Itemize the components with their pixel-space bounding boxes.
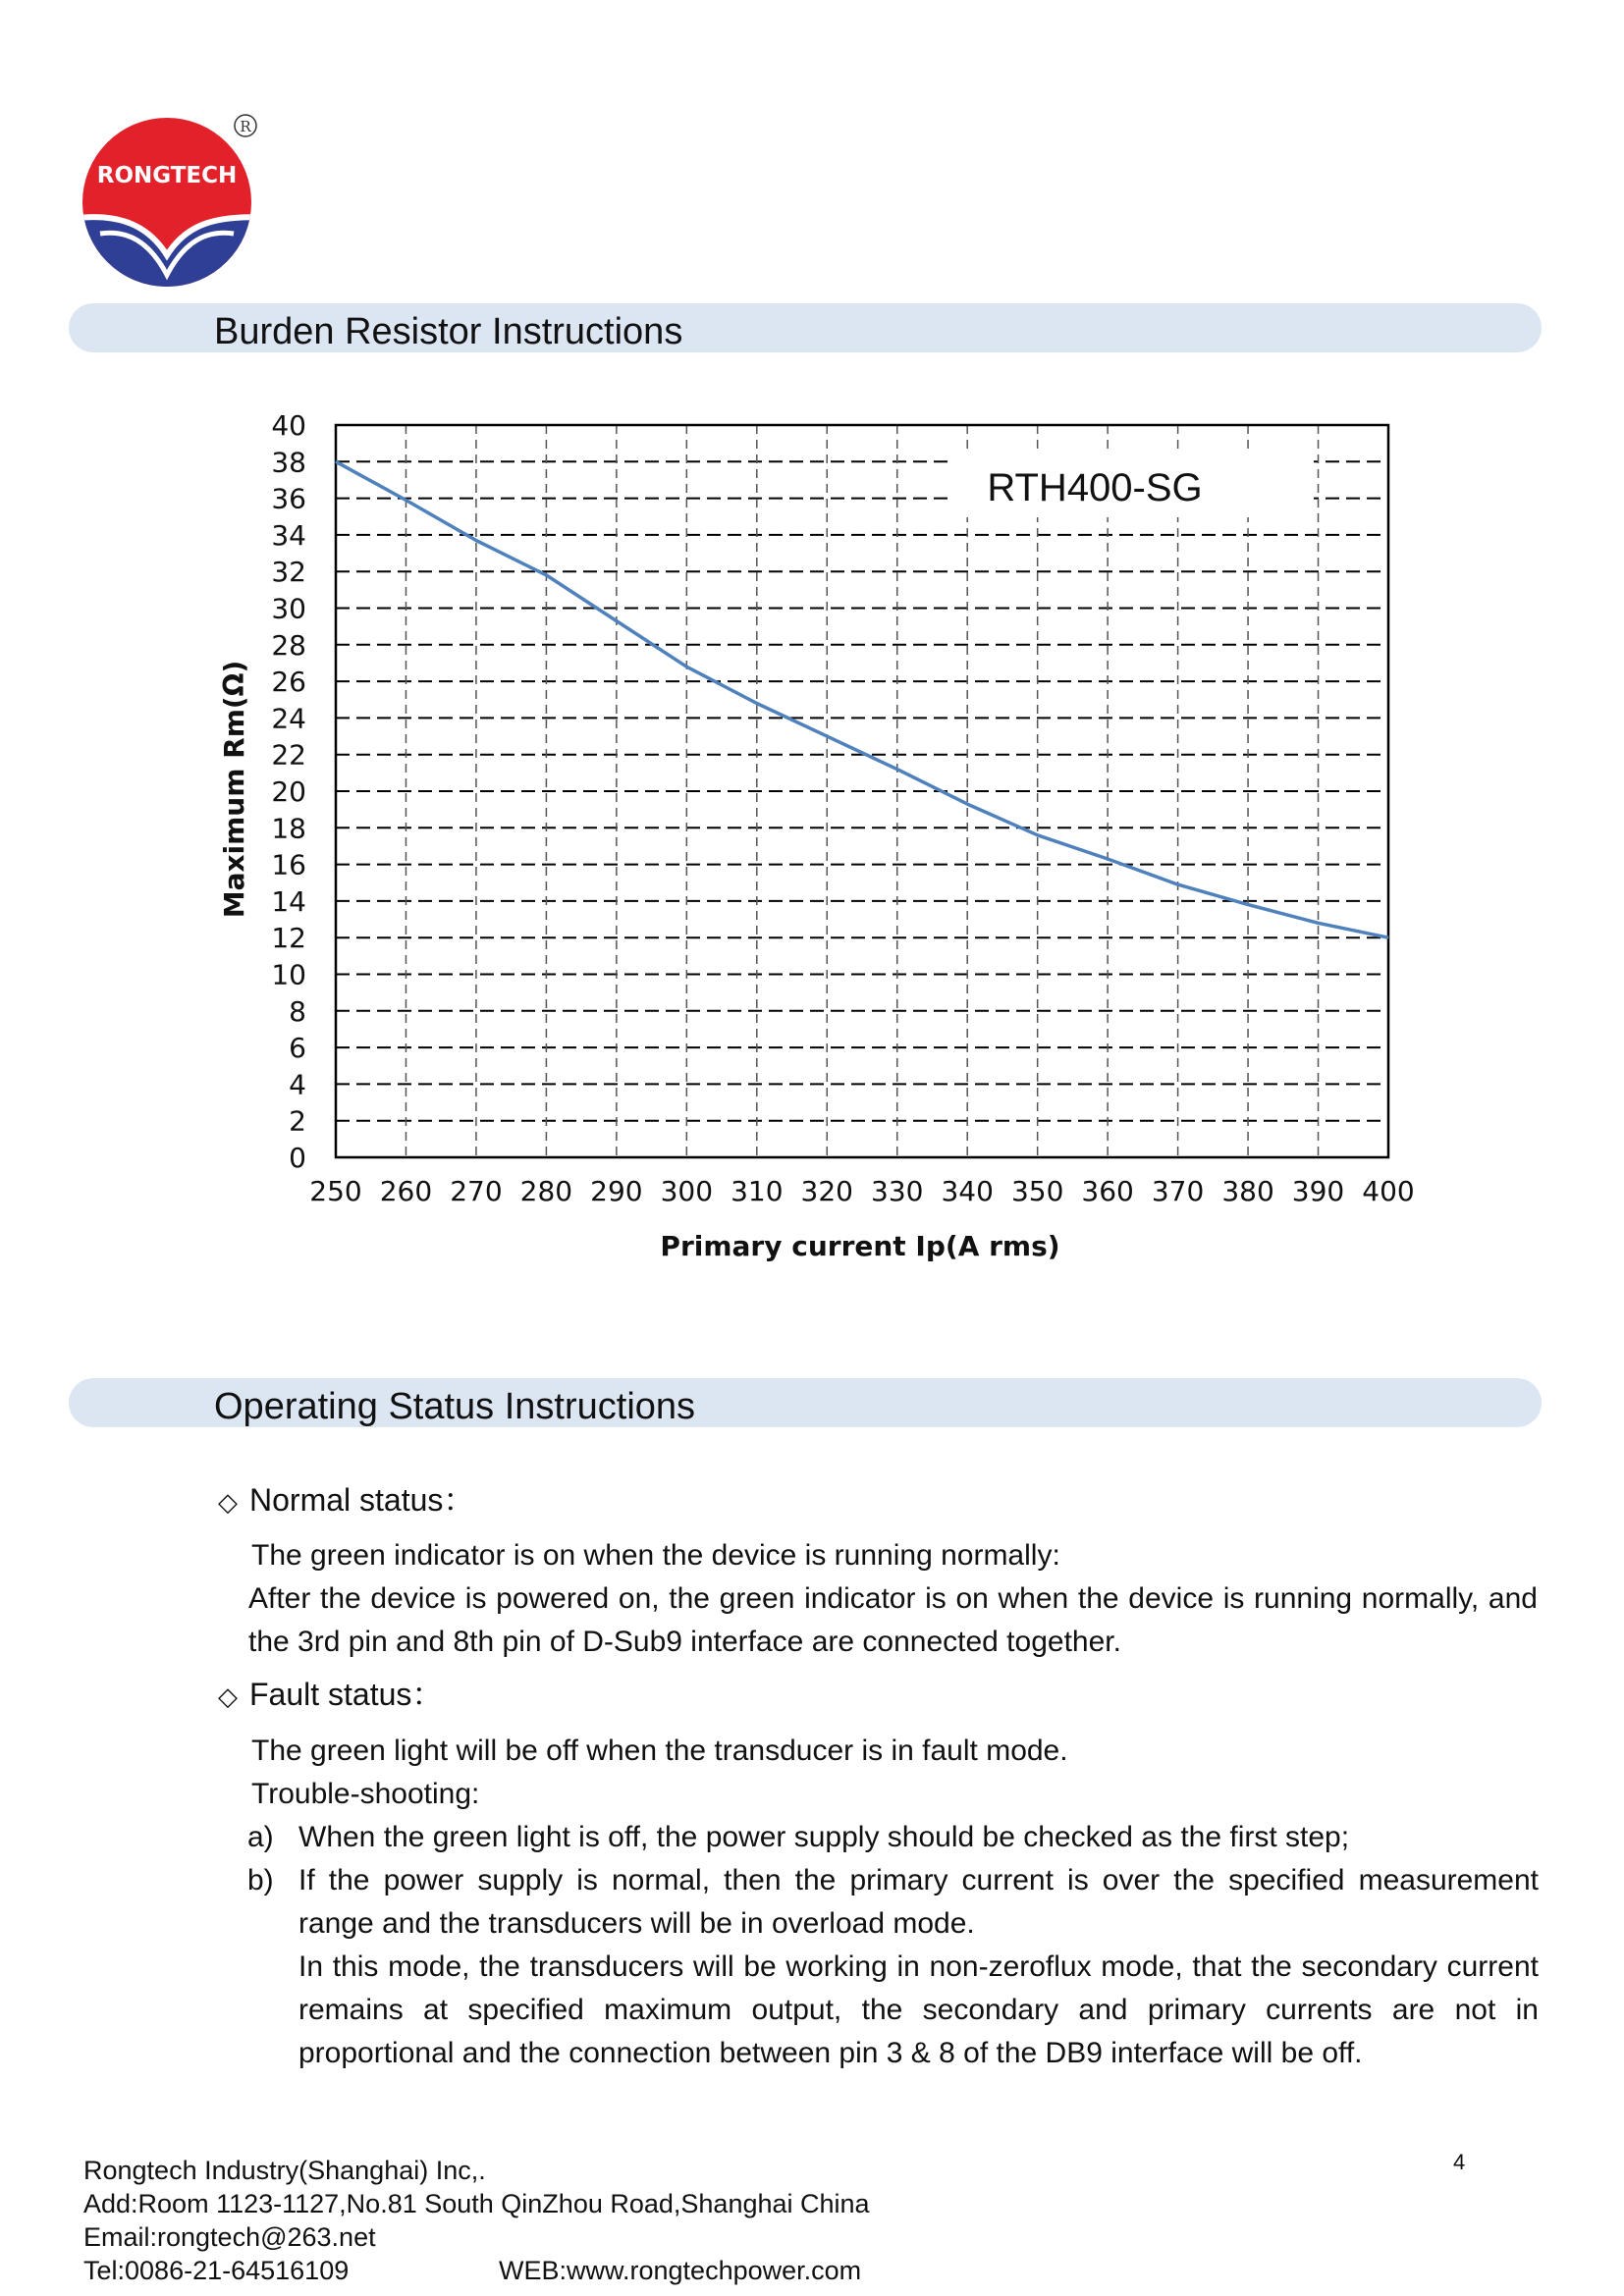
data-point xyxy=(896,769,897,770)
y-tick-label: 34 xyxy=(271,518,306,552)
list-marker: b) xyxy=(247,1864,274,1896)
list-text: If the power supply is normal, then the primary current is over the specified measurement range and the transducers will be in overload mode. xyxy=(298,1864,1539,1940)
x-tick-label: 320 xyxy=(800,1175,853,1207)
data-point xyxy=(1388,937,1389,938)
y-tick-label: 22 xyxy=(271,738,306,772)
status-section-title: Operating Status Instructions xyxy=(214,1386,696,1427)
normal-status-line2: After the device is powered on, the green indicator is on when the device is running normally, and the 3rd pin and 8th pin of D-Sub9 interface are connected together. xyxy=(248,1582,1538,1658)
y-tick-label: 0 xyxy=(289,1142,306,1174)
y-tick-label: 28 xyxy=(271,628,306,662)
x-tick-label: 310 xyxy=(731,1175,784,1207)
x-tick-label: 400 xyxy=(1362,1175,1415,1207)
x-tick-label: 340 xyxy=(941,1175,994,1207)
list-marker: a) xyxy=(247,1821,274,1853)
status-section-header xyxy=(69,1378,1542,1427)
data-point xyxy=(546,574,547,575)
y-tick-label: 38 xyxy=(271,446,306,479)
x-tick-label: 280 xyxy=(519,1175,573,1207)
footer-web: WEB:www.rongtechpower.com xyxy=(499,2256,862,2285)
overload-note: In this mode, the transducers will be working in non-zeroflux mode, that the secondary current remains at specified maximum output, the secondary and primary currents are not in proportional and the connection between pin 3 & 8 of the DB9 interface will be off. xyxy=(298,1950,1539,2069)
data-point xyxy=(1037,834,1038,835)
data-point xyxy=(616,620,617,621)
chart-svg xyxy=(216,398,1434,1271)
page-number: 4 xyxy=(1453,2150,1466,2174)
burden-chart xyxy=(216,398,1434,1271)
y-tick-label: 36 xyxy=(271,482,306,515)
x-tick-label: 350 xyxy=(1010,1175,1064,1207)
y-tick-label: 24 xyxy=(271,702,306,735)
y-tick-label: 8 xyxy=(289,994,306,1028)
x-tick-label: 260 xyxy=(379,1175,433,1207)
registered-mark: R xyxy=(240,118,251,135)
x-tick-label: 290 xyxy=(590,1175,643,1207)
data-point xyxy=(1177,884,1178,885)
list-text: When the green light is off, the power supply should be checked as the first step; xyxy=(298,1821,1350,1853)
footer-company: Rongtech Industry(Shanghai) Inc,. xyxy=(83,2156,486,2185)
normal-status-heading: ◇ Normal status： xyxy=(218,1482,475,1518)
data-point xyxy=(1318,923,1319,924)
burden-section-header xyxy=(69,303,1542,352)
logo-brand-text: RONGTECH xyxy=(96,163,238,188)
y-tick-label: 14 xyxy=(271,884,306,918)
y-tick-label: 26 xyxy=(271,666,306,699)
x-tick-label: 330 xyxy=(871,1175,924,1207)
x-tick-label: 270 xyxy=(450,1175,503,1207)
y-tick-label: 32 xyxy=(271,556,306,589)
y-tick-label: 6 xyxy=(289,1032,306,1065)
series-line xyxy=(336,461,1388,937)
y-tick-label: 10 xyxy=(271,958,306,991)
y-tick-label: 20 xyxy=(271,775,306,808)
data-point xyxy=(967,804,968,805)
trouble-shooting-label: Trouble-shooting: xyxy=(251,1778,480,1810)
data-point xyxy=(827,736,828,737)
data-point xyxy=(756,703,757,704)
data-point xyxy=(336,461,337,462)
list-item xyxy=(247,1859,1539,1946)
data-point xyxy=(475,540,476,541)
y-tick-label: 18 xyxy=(271,812,306,845)
y-tick-label: 40 xyxy=(271,409,306,442)
fault-status-line1: The green light will be off when the transducer is in fault mode. xyxy=(251,1735,1068,1767)
data-point xyxy=(1248,904,1249,905)
normal-status-line1: The green indicator is on when the device is running normally: xyxy=(251,1539,1060,1572)
footer-tel: Tel:0086-21-64516109 xyxy=(83,2256,350,2285)
x-tick-label: 370 xyxy=(1151,1175,1205,1207)
x-tick-label: 390 xyxy=(1291,1175,1345,1207)
y-tick-label: 4 xyxy=(289,1068,306,1101)
x-tick-label: 380 xyxy=(1221,1175,1274,1207)
x-tick-label: 360 xyxy=(1081,1175,1134,1207)
data-point xyxy=(1108,859,1109,860)
y-tick-label: 12 xyxy=(271,922,306,955)
burden-section-title: Burden Resistor Instructions xyxy=(214,311,683,352)
x-tick-label: 300 xyxy=(660,1175,714,1207)
y-tick-label: 16 xyxy=(271,848,306,881)
chart-title: RTH400-SG xyxy=(987,466,1203,509)
y-tick-label: 30 xyxy=(271,592,306,625)
company-logo xyxy=(79,108,275,294)
footer-email: Email:rongtech@263.net xyxy=(83,2222,376,2252)
y-axis-label: Maximum Rm(Ω) xyxy=(218,660,250,919)
fault-status-heading: ◇ Fault status： xyxy=(218,1677,444,1712)
x-tick-label: 250 xyxy=(309,1175,362,1207)
x-axis-label: Primary current Ip(A rms) xyxy=(660,1230,1060,1262)
footer-address: Add:Room 1123-1127,No.81 South QinZhou Road,Shanghai China xyxy=(83,2189,870,2218)
y-tick-label: 2 xyxy=(289,1104,306,1138)
diamond-bullet-icon: ◇ xyxy=(218,1682,238,1712)
diamond-bullet-icon: ◇ xyxy=(218,1488,238,1518)
